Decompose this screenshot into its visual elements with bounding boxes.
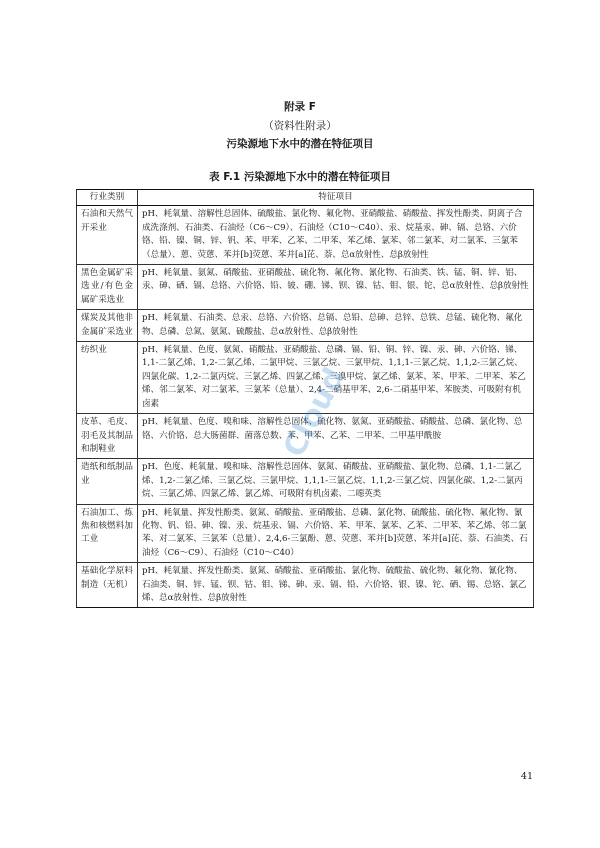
items-cell: pH、耗氧量、色度、氨氮、硝酸盐、亚硝酸盐、总磷、镉、铅、铜、锌、镍、汞、砷、六价铬、锑、1,1-二氯乙烯、1,2-二氯乙烯、二氯甲烷、三氯乙烷、三氯甲烷、1,1,1-三氯乙烷、1,1,2-三氯乙烷、四氯化碳、1,2-二氯丙烷、三氯乙烯、四氯乙烯、三溴甲烷、氯乙烯、氯苯、苯、甲苯、二甲苯、苯乙烯、邻二氯苯、对二氯苯、三氯苯（总量）、2,4-二硝基甲苯、2,6-二硝基甲苯、苯胺类、可吸附有机卤素 (138, 342, 534, 414)
page-number: 41 (520, 771, 533, 782)
appendix-subtitle: 污染源地下水中的潜在特征项目 (226, 138, 374, 150)
items-cell: pH、耗氧量、溶解性总固体、硫酸盐、氯化物、氟化物、亚硝酸盐、硝酸盐、挥发性酚类、阴离子合成洗涤剂、石油类、石油烃（C6～C9）、石油烃（C10～C40）、汞、烷基汞、砷、镉、总铬、六价铬、铅、镍、铜、锌、钒、苯、甲苯、乙苯、二甲苯、苯乙烯、氯苯、邻二氯苯、对二氯苯、三氯苯（总量）、蒽、荧蒽、苯并[b]荧蒽、苯并[a]芘、萘、总α放射性、总β放射性 (138, 206, 534, 265)
industry-cell: 黑色金属矿采选业/有色金属矿采选业 (77, 265, 138, 310)
industry-cell: 纺织业 (77, 342, 138, 414)
table-row (77, 206, 534, 265)
table-row (77, 342, 534, 414)
items-cell: pH、耗氧量、挥发性酚类、氨氮、硝酸盐、亚硝酸盐、氯化物、硫酸盐、硫化物、氟化物、氰化物、石油类、铜、锌、锰、钡、钴、钼、锑、砷、汞、镉、铅、六价铬、银、镍、铊、硒、锡、总铬、氯乙烯、总α放射性、总β放射性 (138, 563, 534, 608)
appendix-nature: （资料性附录） (263, 120, 337, 132)
table-row (77, 414, 534, 459)
industry-cell: 基础化学原料制造（无机） (77, 563, 138, 608)
header-industry: 行业类别 (77, 190, 138, 206)
items-cell: pH、耗氧量、氨氮、硝酸盐、亚硝酸盐、硫化物、氟化物、氰化物、石油类、铁、锰、铜、锌、铝、汞、砷、硒、镉、总铬、六价铬、铅、铍、硼、锑、钡、镍、钴、钼、银、铊、总α放射性、总β放射性 (138, 265, 534, 310)
feature-table (76, 189, 534, 608)
table-row (77, 310, 534, 342)
table-row (77, 563, 534, 608)
watermark-text: Cloud (276, 362, 353, 464)
header-items: 特征项目 (138, 190, 534, 206)
table-header-row (77, 190, 534, 206)
industry-cell: 造纸和纸制品业 (77, 459, 138, 504)
industry-cell: 皮革、毛皮、羽毛及其制品和制鞋业 (77, 414, 138, 459)
table-row (77, 265, 534, 310)
industry-cell: 石油和天然气开采业 (77, 206, 138, 265)
industry-cell: 石油加工、炼焦和核燃料加工业 (77, 504, 138, 563)
items-cell: pH、耗氧量、色度、嗅和味、溶解性总固体、硫化物、氨氮、亚硝酸盐、硝酸盐、总磷、氯化物、总铬、六价铬、总大肠菌群、菌落总数、苯、甲苯、乙苯、二甲苯、二甲基甲酰胺 (138, 414, 534, 459)
items-cell: pH、色度、耗氧量、嗅和味、溶解性总固体、氨氮、硝酸盐、亚硝酸盐、氯化物、总磷、1,1-二氯乙烯、1,2-二氯乙烯、三氯乙烷、三氯甲烷、1,1,1-三氯乙烷、1,1,2-三氯乙烷、四氯化碳、1,2-二氯丙烷、三氯乙烯、四氯乙烯、氯乙烯、可吸附有机卤素、二噁英类 (138, 459, 534, 504)
items-cell: pH、耗氧量、挥发性酚类、氨氮、硝酸盐、亚硝酸盐、总磷、氯化物、硫酸盐、硫化物、氟化物、氰化物、钒、铅、砷、镍、汞、烷基汞、镉、六价铬、苯、甲苯、氯苯、乙苯、二甲苯、苯乙烯、邻二氯苯、对二氯苯、三氯苯（总量）、2,4,6-三氯酚、蒽、荧蒽、苯并[b]荧蒽、苯并[a]芘、萘、石油类、石油烃（C6～C9）、石油烃（C10～C40） (138, 504, 534, 563)
table-row (77, 504, 534, 563)
appendix-title: 附录 F (284, 101, 316, 113)
table-caption: 表 F.1 污染源地下水中的潜在特征项目 (209, 171, 391, 183)
industry-cell: 煤炭及其他非金属矿采选业 (77, 310, 138, 342)
items-cell: pH、耗氧量、石油类、总汞、总铬、六价铬、总镉、总铅、总砷、总锌、总铁、总锰、硫化物、氟化物、总磷、总氮、氨氮、硫酸盐、总α放射性、总β放射性 (138, 310, 534, 342)
table-row (77, 459, 534, 504)
